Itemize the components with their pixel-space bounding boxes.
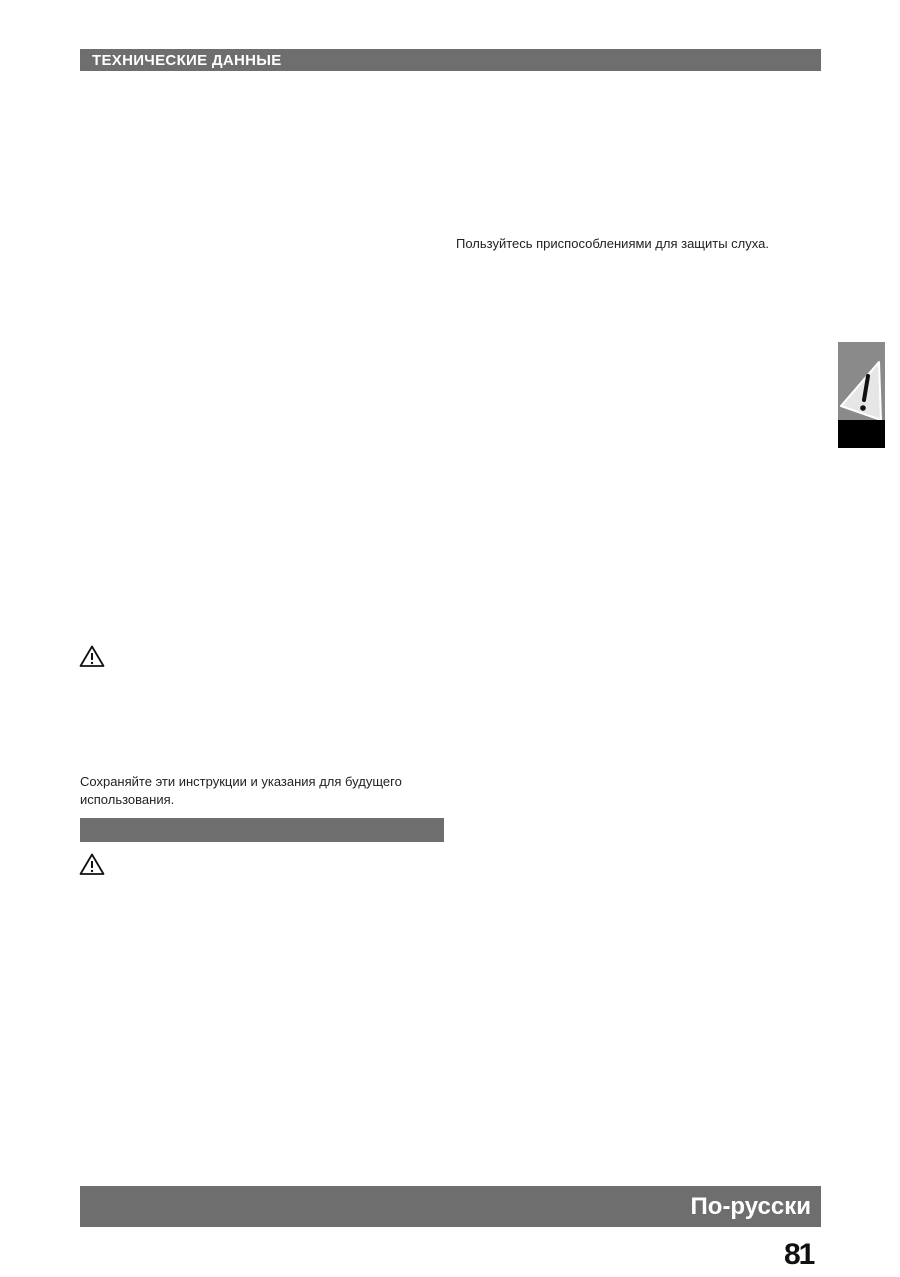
exclamation-triangle-icon xyxy=(838,354,885,424)
save-instructions-note: Сохраняйте эти инструкции и указания для будущего использования. xyxy=(80,774,402,807)
footer-bar xyxy=(80,1186,821,1227)
section-title: ТЕХНИЧЕСКИЕ ДАННЫЕ xyxy=(92,52,282,69)
warning-triangle-icon xyxy=(79,645,105,667)
warning-triangle-icon xyxy=(79,853,105,875)
language-label: По-русски xyxy=(690,1193,811,1220)
page-number: 81 xyxy=(784,1238,814,1271)
section-bar xyxy=(80,818,444,842)
hearing-protection-note: Пользуйтесь приспособлениями для защиты слуха. xyxy=(456,236,769,251)
side-tab-dark-band xyxy=(838,420,885,448)
side-warning-tab xyxy=(838,342,885,448)
header-bar xyxy=(80,49,821,71)
